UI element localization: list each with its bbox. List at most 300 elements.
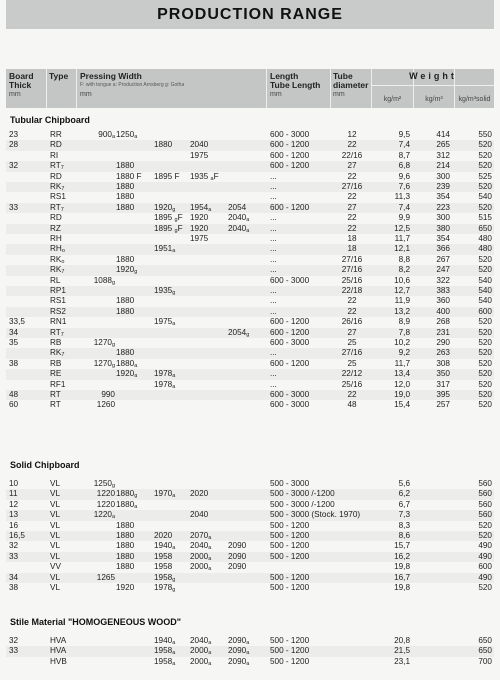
cell-weight-kg-m2: 12,1 — [394, 244, 410, 254]
cell-type: RN1 — [50, 317, 67, 327]
cell-weight-kg-m3-solid: 520 — [478, 520, 492, 530]
cell-pressing-width-3: 1895 $_g$F — [154, 223, 183, 234]
table-row — [6, 182, 494, 192]
cell-length: 500 - 1200 — [270, 572, 310, 582]
cell-weight-kg-m2: 12,0 — [394, 379, 410, 389]
header-divider — [76, 69, 77, 108]
table-row — [6, 510, 494, 520]
cell-board-thick: 60 — [9, 400, 19, 410]
table-row — [6, 203, 494, 213]
cell-board-thick: 12 — [9, 499, 19, 509]
cell-weight-kg-m3-solid: 650 — [478, 646, 492, 656]
cell-type: RI — [50, 150, 59, 160]
cell-pressing-width-3: $1940_a$ — [154, 636, 176, 646]
cell-tube-diameter: 12 — [347, 130, 357, 139]
cell-pressing-width-4: $2070_a$ — [190, 531, 212, 541]
cell-weight-kg-m2: 6,2 — [398, 489, 410, 499]
cell-pressing-width-2: $1880_a$ — [116, 499, 138, 510]
cell-weight-kg-m2: 19,8 — [394, 562, 410, 572]
header-divider — [46, 69, 47, 108]
weight-divider — [372, 85, 494, 86]
table-row — [6, 521, 494, 531]
cell-type: VL — [50, 489, 61, 499]
cell-pressing-width-4: 1975 — [190, 234, 209, 243]
cell-type: VL — [50, 541, 61, 551]
table-row — [6, 573, 494, 583]
cell-weight-kg-m2: 11,7 — [394, 234, 410, 243]
cell-board-thick: 13 — [9, 510, 19, 520]
cell-weight-kg-m2: 16,2 — [394, 551, 410, 561]
cell-pressing-width-2: $1920_a$ — [116, 369, 138, 380]
cell-pressing-width-3: $1970_a$ — [154, 489, 176, 500]
cell-pressing-width-5: $2040_a$ — [228, 213, 250, 224]
table-row — [6, 562, 494, 572]
cell-type: VL — [50, 531, 61, 540]
cell-pressing-width-5: 2090 — [228, 551, 247, 561]
cell-board-thick: 32 — [9, 636, 19, 645]
cell-board-thick: 10 — [9, 479, 19, 488]
cell-pressing-width-4: 2040 — [190, 510, 209, 520]
table-row — [6, 500, 494, 510]
table-row — [6, 161, 494, 171]
cell-pressing-width-4: $2000_a$ — [190, 551, 212, 562]
cell-weight-kg-m2: 8,6 — [398, 531, 410, 540]
cell-pressing-width-1: $1270_g$ — [93, 358, 115, 369]
cell-pressing-width-4: 2020 — [190, 489, 209, 499]
header-pressing-note: F: with tongue a: Production Arnsberg g: Gotha — [80, 82, 185, 88]
cell-pressing-width-3: 2020 — [154, 531, 173, 540]
table-row — [6, 286, 494, 296]
cell-board-thick: 35 — [9, 338, 19, 347]
cell-weight-kg-m3-solid: 540 — [478, 296, 492, 306]
cell-tube-diameter: 27/16 — [341, 348, 363, 358]
cell-weight-kg-m2: 13,2 — [394, 306, 410, 316]
cell-pressing-width-2: $1920_g$ — [116, 265, 138, 276]
cell-pressing-width-2: $1880_a$ — [116, 358, 138, 369]
cell-pressing-width-3: $1951_a$ — [154, 244, 176, 255]
cell-pressing-width-1: 1220 — [96, 499, 115, 509]
cell-type: $RK_o$ — [50, 254, 65, 265]
cell-weight-kg-m2: 5,6 — [398, 479, 410, 488]
cell-pressing-width-1: $1220_a$ — [93, 510, 115, 521]
cell-length: ... — [270, 296, 277, 306]
cell-weight-kg-m3: 300 — [436, 213, 450, 223]
cell-tube-diameter: 22 — [347, 306, 357, 316]
table-row — [6, 244, 494, 254]
cell-pressing-width-5: 2090 — [228, 562, 247, 572]
cell-length: ... — [270, 192, 277, 202]
cell-board-thick: 33 — [9, 646, 19, 656]
cell-weight-kg-m3: 414 — [436, 130, 450, 139]
table-row — [6, 380, 494, 390]
cell-type: RB — [50, 358, 62, 368]
cell-pressing-width-1: $1270_g$ — [93, 338, 115, 348]
cell-length: ... — [270, 306, 277, 316]
cell-tube-diameter: 48 — [347, 400, 357, 410]
cell-length: ... — [270, 254, 277, 264]
cell-pressing-width-2: $1250_a$ — [116, 130, 138, 140]
cell-weight-kg-m3: 257 — [436, 400, 450, 410]
cell-tube-diameter: 27/16 — [341, 254, 363, 264]
table-row — [6, 369, 494, 379]
cell-type: $RK_7$ — [50, 265, 65, 276]
cell-weight-kg-m3: 308 — [436, 358, 450, 368]
cell-tube-diameter: 22 — [347, 296, 357, 306]
table-row — [6, 317, 494, 327]
cell-weight-kg-m2: 9,6 — [398, 171, 410, 181]
table-row — [6, 255, 494, 265]
cell-pressing-width-3: $1935_g$ — [154, 286, 176, 296]
cell-weight-kg-m2: 15,7 — [394, 541, 410, 551]
cell-pressing-width-2: 1880 — [116, 161, 135, 171]
cell-pressing-width-2: 1920 — [116, 583, 135, 592]
cell-weight-kg-m3-solid: 520 — [478, 369, 492, 379]
cell-pressing-width-3: $1940_a$ — [154, 541, 176, 552]
cell-length: ... — [270, 244, 277, 254]
cell-weight-kg-m3-solid: 540 — [478, 286, 492, 295]
cell-type: $RT_7$ — [50, 202, 64, 213]
cell-weight-kg-m3-solid: 520 — [478, 161, 492, 171]
cell-length: ... — [270, 213, 277, 223]
cell-weight-kg-m2: 8,3 — [398, 520, 410, 530]
cell-tube-diameter: 27 — [347, 327, 357, 337]
cell-length: 500 - 3000 (Stock. 1970) — [270, 510, 361, 520]
cell-length: 600 - 3000 — [270, 400, 310, 410]
cell-tube-diameter: 25/16 — [341, 379, 363, 389]
cell-pressing-width-4: $2000_a$ — [190, 562, 212, 573]
cell-type: VL — [50, 551, 61, 561]
header-pressing-width-label: Pressing Width — [80, 71, 142, 81]
cell-board-thick: 38 — [9, 358, 19, 368]
cell-type: RR — [50, 130, 62, 139]
cell-weight-kg-m3: 239 — [436, 182, 450, 191]
cell-pressing-width-4: $1954_a$ — [190, 202, 212, 213]
cell-weight-kg-m2: 16,7 — [394, 572, 410, 582]
cell-length: 500 - 1200 — [270, 646, 310, 656]
cell-type: RT — [50, 400, 61, 410]
cell-board-thick: 16 — [9, 520, 19, 530]
table-row — [6, 213, 494, 223]
cell-weight-kg-m3-solid: 540 — [478, 275, 492, 285]
cell-weight-kg-m3-solid: 600 — [478, 562, 492, 572]
cell-board-thick: 16,5 — [9, 531, 25, 540]
cell-weight-kg-m3: 300 — [436, 171, 450, 181]
cell-weight-kg-m2: 7,3 — [398, 510, 410, 520]
cell-pressing-width-2: 1880 — [116, 254, 135, 264]
cell-pressing-width-4: 1920 — [190, 223, 209, 233]
cell-tube-diameter: 25 — [347, 358, 357, 368]
cell-weight-kg-m3: 214 — [436, 161, 450, 171]
cell-pressing-width-4: 2040 — [190, 140, 209, 150]
header-board-thick-label: Board Thick — [9, 71, 34, 90]
table-row — [6, 583, 494, 593]
cell-weight-kg-m2: 7,8 — [398, 327, 410, 337]
table-row — [6, 636, 494, 646]
cell-tube-diameter: 22/12 — [341, 369, 363, 379]
cell-pressing-width-1: 1265 — [96, 572, 115, 582]
cell-weight-kg-m2: 12,5 — [394, 223, 410, 233]
table-row — [6, 531, 494, 541]
header-divider — [330, 69, 331, 108]
cell-length: 500 - 1200 — [270, 541, 310, 551]
header-pressing-width — [80, 72, 264, 99]
cell-pressing-width-1: $1250_g$ — [93, 479, 115, 489]
cell-length: 500 - 1200 — [270, 636, 310, 645]
cell-pressing-width-2: 1880 — [116, 348, 135, 358]
cell-length: 600 - 3000 — [270, 390, 310, 399]
cell-weight-kg-m3: 231 — [436, 327, 450, 337]
table-row — [6, 338, 494, 348]
cell-pressing-width-4: $2000_a$ — [190, 656, 212, 667]
cell-pressing-width-3: 1958 — [154, 562, 173, 572]
cell-weight-kg-m3-solid: 560 — [478, 479, 492, 488]
cell-weight-kg-m2: 19,8 — [394, 583, 410, 592]
cell-pressing-width-3: 1895 F — [154, 171, 180, 181]
header-board-thick — [9, 72, 45, 99]
cell-length: ... — [270, 348, 277, 358]
cell-pressing-width-5: $2090_a$ — [228, 646, 250, 657]
cell-board-thick: 48 — [9, 390, 19, 399]
cell-tube-diameter: 22 — [347, 213, 357, 223]
cell-weight-kg-m3-solid: 515 — [478, 213, 492, 223]
cell-length: 600 - 3000 — [270, 130, 310, 139]
cell-tube-diameter: 22/18 — [341, 286, 363, 295]
cell-length: 500 - 1200 — [270, 551, 310, 561]
cell-type: RP1 — [50, 286, 66, 295]
cell-length: 600 - 1200 — [270, 327, 310, 337]
cell-weight-kg-m3-solid: 520 — [478, 583, 492, 592]
cell-pressing-width-3: 1880 — [154, 140, 173, 150]
section-title: Tubular Chipboard — [10, 115, 90, 125]
cell-weight-kg-m3-solid: 520 — [478, 400, 492, 410]
cell-board-thick: 33 — [9, 551, 19, 561]
cell-weight-kg-m3: 322 — [436, 275, 450, 285]
cell-pressing-width-4: $2040_a$ — [190, 636, 212, 646]
table-row — [6, 151, 494, 161]
cell-weight-kg-m3: 395 — [436, 390, 450, 399]
cell-length: 500 - 1200 — [270, 583, 310, 592]
cell-tube-diameter: 22 — [347, 140, 357, 150]
cell-weight-kg-m3-solid: 560 — [478, 499, 492, 509]
table-row — [6, 234, 494, 244]
cell-type: $RK_7$ — [50, 182, 65, 192]
cell-type: $RT_7$ — [50, 327, 64, 338]
cell-weight-kg-m2: 11,9 — [394, 296, 410, 306]
cell-weight-kg-m2: 8,7 — [398, 150, 410, 160]
cell-tube-diameter: 27 — [347, 161, 357, 171]
title-bar — [6, 0, 494, 29]
cell-pressing-width-2: 1880 — [116, 182, 135, 191]
cell-weight-kg-m3: 380 — [436, 223, 450, 233]
cell-pressing-width-5: $2090_a$ — [228, 656, 250, 667]
cell-weight-kg-m3-solid: 650 — [478, 636, 492, 645]
cell-type: RE — [50, 369, 62, 379]
cell-length: 500 - 1200 — [270, 531, 310, 540]
cell-pressing-width-2: 1880 — [116, 202, 135, 212]
table-row — [6, 307, 494, 317]
cell-weight-kg-m2: 8,8 — [398, 254, 410, 264]
cell-weight-kg-m3-solid: 520 — [478, 150, 492, 160]
cell-board-thick: 32 — [9, 161, 19, 171]
cell-weight-kg-m3: 317 — [436, 379, 450, 389]
cell-length: 500 - 3000 /-1200 — [270, 489, 335, 499]
cell-tube-diameter: 25 — [347, 338, 357, 347]
header-length-label: Length — [270, 71, 299, 81]
cell-weight-kg-m2: 7,4 — [398, 140, 410, 150]
cell-length: ... — [270, 171, 277, 181]
section-title: Stile Material "HOMOGENEOUS WOOD" — [10, 617, 182, 627]
table-row — [6, 479, 494, 489]
cell-type: VL — [50, 583, 61, 592]
cell-pressing-width-3: $1920_g$ — [154, 202, 176, 213]
cell-length: ... — [270, 286, 277, 295]
cell-weight-kg-m2: 11,3 — [394, 192, 410, 202]
cell-length: 600 - 1200 — [270, 317, 310, 327]
cell-board-thick: 11 — [9, 489, 18, 499]
cell-tube-diameter: 22 — [347, 390, 357, 399]
table-row — [6, 192, 494, 202]
cell-length: 600 - 3000 — [270, 275, 310, 285]
cell-pressing-width-2: 1880 — [116, 562, 135, 572]
table-row — [6, 328, 494, 338]
cell-weight-kg-m2: 10,2 — [394, 338, 410, 347]
cell-weight-kg-m2: 8,9 — [398, 317, 410, 327]
cell-weight-kg-m2: 9,5 — [398, 130, 410, 139]
cell-type: RF1 — [50, 379, 66, 389]
header-divider — [266, 69, 267, 108]
cell-type: VL — [50, 499, 61, 509]
header-pressing-unit: mm — [80, 91, 92, 98]
cell-weight-kg-m3: 400 — [436, 306, 450, 316]
cell-length: ... — [270, 234, 277, 243]
header-length — [270, 72, 330, 99]
cell-pressing-width-3: 1958 — [154, 551, 173, 561]
cell-pressing-width-4: 1975 — [190, 150, 209, 160]
cell-weight-kg-m3-solid: 525 — [478, 171, 492, 181]
cell-pressing-width-3: $1978_a$ — [154, 369, 176, 380]
cell-pressing-width-4: $2040_a$ — [190, 541, 212, 552]
table-row — [6, 541, 494, 551]
cell-length: 600 - 1200 — [270, 150, 310, 160]
header-tube-length-label: Tube Length — [270, 80, 321, 90]
cell-type: VL — [50, 572, 61, 582]
cell-pressing-width-2: 1880 — [116, 541, 135, 551]
cell-weight-kg-m2: 8,2 — [398, 265, 410, 275]
cell-weight-kg-m3-solid: 520 — [478, 254, 492, 264]
cell-weight-kg-m3-solid: 520 — [478, 265, 492, 275]
cell-type: RD — [50, 171, 62, 181]
cell-weight-kg-m3: 312 — [436, 150, 450, 160]
cell-weight-kg-m3-solid: 520 — [478, 390, 492, 399]
header-kg-m3: kg/m³ — [425, 96, 443, 103]
cell-tube-diameter: 22/16 — [341, 150, 363, 160]
cell-length: 600 - 1200 — [270, 358, 310, 368]
table-row — [6, 489, 494, 499]
cell-pressing-width-3: $1958_a$ — [154, 646, 176, 657]
table-row — [6, 400, 494, 410]
cell-type: $RT_7$ — [50, 161, 64, 172]
cell-length: ... — [270, 182, 277, 191]
cell-weight-kg-m3: 350 — [436, 369, 450, 379]
cell-pressing-width-5: $2090_a$ — [228, 636, 250, 646]
cell-weight-kg-m2: 10,6 — [394, 275, 410, 285]
cell-weight-kg-m3-solid: 480 — [478, 234, 492, 243]
cell-board-thick: 32 — [9, 541, 19, 551]
cell-tube-diameter: 27/16 — [341, 182, 363, 191]
cell-type: HVB — [50, 656, 67, 666]
cell-pressing-width-2: 1880 — [116, 306, 135, 316]
cell-tube-diameter: 22 — [347, 192, 357, 202]
cell-type: RL — [50, 275, 61, 285]
cell-pressing-width-5: $2054_g$ — [228, 327, 250, 338]
cell-tube-diameter: 18 — [347, 244, 357, 254]
cell-tube-diameter: 26/16 — [341, 317, 363, 327]
cell-weight-kg-m3: 265 — [436, 140, 450, 150]
table-row — [6, 348, 494, 358]
cell-weight-kg-m3: 223 — [436, 202, 450, 212]
cell-type: RT — [50, 390, 61, 399]
cell-pressing-width-3: $1975_a$ — [154, 317, 176, 328]
cell-type: RH — [50, 234, 62, 243]
cell-weight-kg-m3: 366 — [436, 244, 450, 254]
cell-tube-diameter: 18 — [347, 234, 357, 243]
cell-type: RD — [50, 213, 62, 223]
cell-weight-kg-m2: 12,7 — [394, 286, 410, 295]
cell-pressing-width-1: $1088_g$ — [93, 275, 115, 286]
cell-type: RD — [50, 140, 62, 150]
table-row — [6, 276, 494, 286]
cell-length: 500 - 3000 /-1200 — [270, 499, 335, 509]
header-length-unit: mm — [270, 91, 282, 98]
cell-weight-kg-m3: 360 — [436, 296, 450, 306]
table-row — [6, 359, 494, 369]
cell-weight-kg-m3-solid: 520 — [478, 358, 492, 368]
cell-weight-kg-m3: 290 — [436, 338, 450, 347]
section-title: Solid Chipboard — [10, 460, 80, 470]
cell-tube-diameter: 22 — [347, 171, 357, 181]
cell-weight-kg-m3-solid: 490 — [478, 551, 492, 561]
cell-weight-kg-m3: 247 — [436, 265, 450, 275]
cell-pressing-width-4: 1920 — [190, 213, 209, 223]
cell-pressing-width-2: 1880 — [116, 531, 135, 540]
cell-weight-kg-m2: 9,9 — [398, 213, 410, 223]
cell-type: $RH_o$ — [50, 244, 65, 255]
cell-length: 600 - 1200 — [270, 161, 310, 171]
cell-weight-kg-m3-solid: 650 — [478, 223, 492, 233]
cell-weight-kg-m3: 354 — [436, 192, 450, 202]
cell-weight-kg-m2: 9,2 — [398, 348, 410, 358]
table-row — [6, 646, 494, 656]
cell-board-thick: 33 — [9, 202, 19, 212]
cell-pressing-width-1: $900_a$ — [98, 130, 115, 140]
cell-weight-kg-m3-solid: 480 — [478, 244, 492, 254]
cell-weight-kg-m3-solid: 560 — [478, 489, 492, 499]
cell-length: 500 - 1200 — [270, 656, 310, 666]
cell-length: ... — [270, 369, 277, 379]
cell-weight-kg-m3-solid: 550 — [478, 130, 492, 139]
cell-pressing-width-2: 1880 F — [116, 171, 142, 181]
cell-pressing-width-2: 1880 — [116, 551, 135, 561]
cell-weight-kg-m2: 13,4 — [394, 369, 410, 379]
cell-type: $RK_7$ — [50, 348, 65, 359]
cell-weight-kg-m3-solid: 490 — [478, 541, 492, 551]
cell-weight-kg-m2: 21,5 — [394, 646, 410, 656]
table-row — [6, 296, 494, 306]
cell-weight-kg-m3-solid: 520 — [478, 182, 492, 191]
table-row — [6, 140, 494, 150]
cell-board-thick: 34 — [9, 572, 19, 582]
cell-pressing-width-2: 1880 — [116, 192, 135, 202]
